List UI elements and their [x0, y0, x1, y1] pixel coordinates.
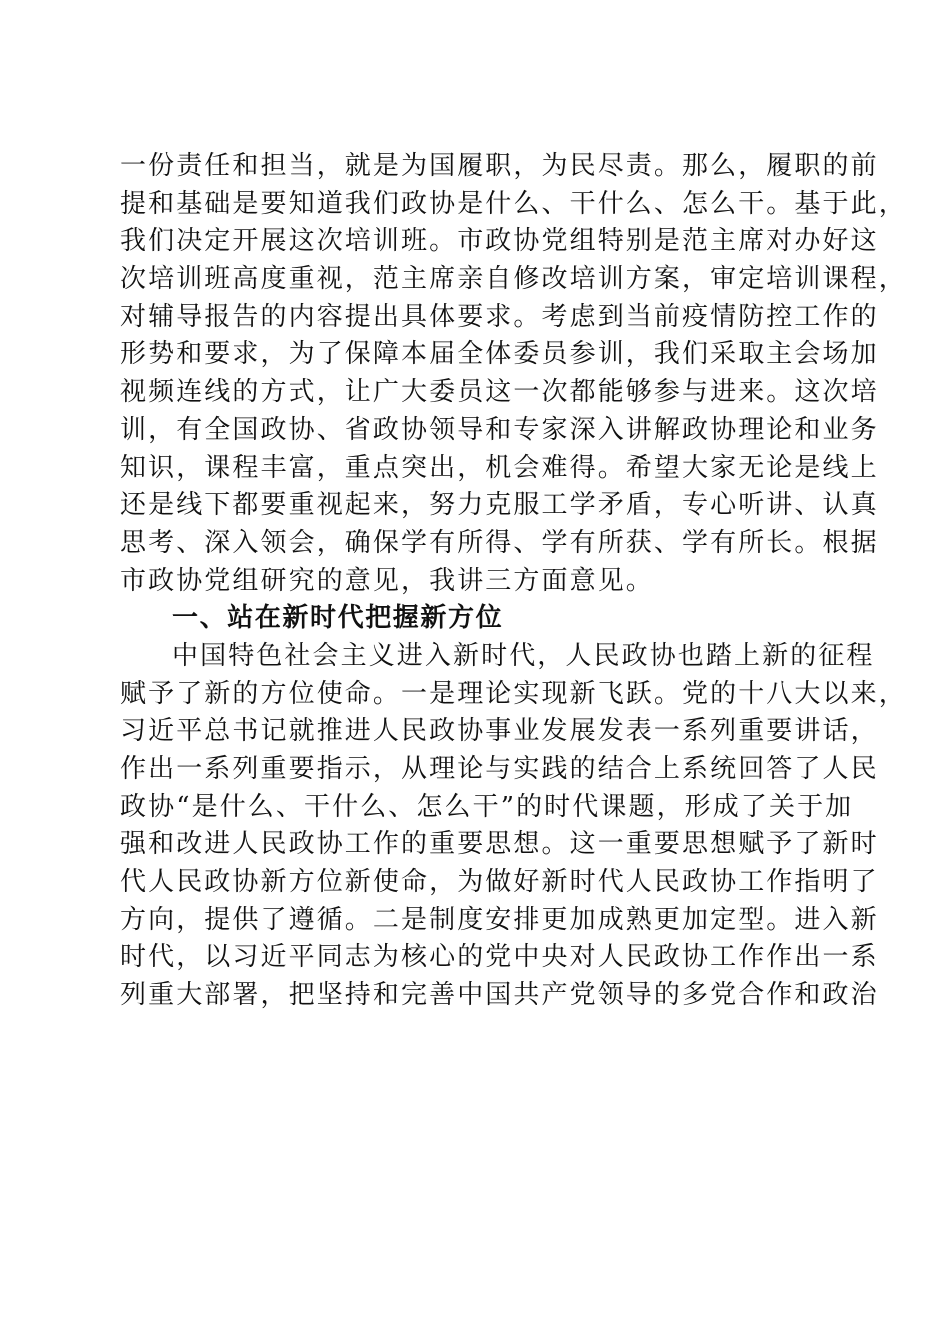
text-line: 知识，课程丰富，重点突出，机会难得。希望大家无论是线上 — [120, 452, 879, 483]
text-line-last: 市政协党组研究的意见，我讲三方面意见。 — [120, 565, 654, 596]
text-line: 代人民政协新方位新使命，为做好新时代人民政协工作指明了 — [120, 867, 879, 898]
text-line-first: 中国特色社会主义进入新时代，人民政协也踏上新的征程 — [172, 640, 875, 671]
text-line: 还是线下都要重视起来，努力克服工学矛盾，专心听讲、认真 — [120, 490, 879, 521]
document-body — [120, 148, 907, 1015]
text-line: 提和基础是要知道我们政协是什么、干什么、怎么干。基于此， — [120, 188, 907, 219]
text-line: 强和改进人民政协工作的重要思想。这一重要思想赋予了新时 — [120, 829, 879, 860]
text-line: 方向，提供了遵循。二是制度安排更加成熟更加定型。进入新 — [120, 904, 879, 935]
text-line: 形势和要求，为了保障本届全体委员参训，我们采取主会场加 — [120, 339, 879, 370]
text-line: 一份责任和担当，就是为国履职，为民尽责。那么，履职的前 — [120, 151, 879, 181]
text-line: 视频连线的方式，让广大委员这一次都能够参与进来。这次培 — [120, 377, 879, 408]
text-line: 对辅导报告的内容提出具体要求。考虑到当前疫情防控工作的 — [120, 301, 879, 332]
text-line: 思考、深入领会，确保学有所得、学有所获、学有所长。根据 — [120, 527, 879, 558]
section-heading: 一、站在新时代把握新方位 — [172, 603, 504, 634]
text-line: 时代，以习近平同志为核心的党中央对人民政协工作作出一系 — [120, 942, 879, 973]
paragraph-intro — [120, 148, 907, 600]
text-line: 作出一系列重要指示，从理论与实践的结合上系统回答了人民 — [120, 754, 879, 784]
text-line: 训，有全国政协、省政协领导和专家深入讲解政协理论和业务 — [120, 414, 879, 445]
text-line: 我们决定开展这次培训班。市政协党组特别是范主席对办好这 — [120, 226, 879, 257]
text-line: 政协“是什么、干什么、怎么干”的时代课题，形成了关于加 — [120, 791, 854, 822]
text-line: 列重大部署，把坚持和完善中国共产党领导的多党合作和政治 — [120, 980, 879, 1011]
paragraph-section-one — [120, 638, 907, 1015]
text-line: 赋予了新的方位使命。一是理论实现新飞跃。党的十八大以来， — [120, 678, 907, 709]
text-line: 次培训班高度重视，范主席亲自修改培训方案，审定培训课程， — [120, 264, 907, 295]
text-line: 习近平总书记就推进人民政协事业发展发表一系列重要讲话， — [120, 716, 879, 747]
